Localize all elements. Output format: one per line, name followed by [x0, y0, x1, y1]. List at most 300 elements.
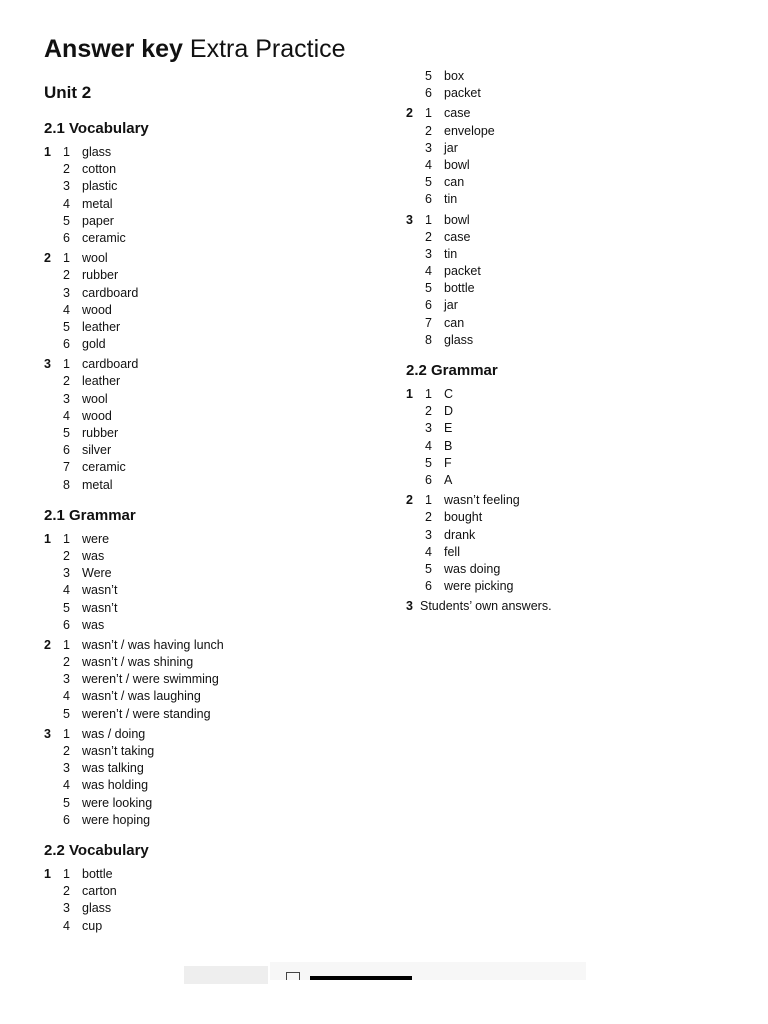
item-index: 6	[63, 230, 70, 245]
answer-text: glass	[444, 332, 474, 347]
answer-row	[44, 178, 374, 195]
exercise-number	[406, 332, 420, 349]
answer-row	[406, 438, 736, 455]
answer-row	[44, 654, 374, 671]
item-index: 3	[425, 140, 432, 155]
answer-row	[406, 212, 736, 229]
answer-text: were picking	[444, 579, 514, 594]
answer-row	[44, 531, 374, 548]
item-index: 3	[63, 285, 70, 300]
item-index: 7	[63, 460, 70, 475]
exercise-number	[44, 161, 58, 178]
exercise-number	[406, 578, 420, 595]
exercise-block	[406, 68, 736, 102]
answer-row	[406, 229, 736, 246]
answer-row	[44, 548, 374, 565]
exercise-number: 3	[44, 726, 51, 741]
answer-text: metal	[82, 477, 113, 492]
answer-text: rubber	[82, 268, 119, 283]
answer-text: was	[82, 548, 105, 563]
item-index: 5	[63, 319, 70, 334]
answer-text: was / doing	[82, 726, 146, 741]
answer-row	[406, 105, 736, 122]
answer-text: glass	[82, 901, 112, 916]
answer-text: wasn’t taking	[82, 744, 155, 758]
answer-text: can	[444, 315, 465, 330]
item-index: 5	[63, 426, 70, 440]
exercise-number	[44, 373, 58, 390]
answer-text: drank	[444, 527, 476, 542]
item-index: 8	[425, 332, 432, 347]
answer-text: F	[444, 455, 452, 470]
item-index: 2	[63, 655, 70, 670]
item-index: 6	[425, 579, 432, 594]
answer-row	[44, 795, 374, 812]
answer-row	[44, 213, 374, 230]
item-index: 3	[63, 391, 70, 406]
item-index: 5	[63, 213, 70, 228]
item-index: 5	[63, 795, 70, 810]
exercise-block	[406, 105, 736, 208]
item-index: 6	[425, 472, 432, 487]
answer-row	[44, 477, 374, 494]
answer-text: wasn’t / was laughing	[82, 689, 201, 704]
title-bold: Answer key	[44, 35, 183, 63]
exercise-number: 1	[44, 531, 51, 546]
item-index: 4	[63, 408, 70, 423]
item-index: 2	[425, 510, 432, 525]
exercise-number	[406, 280, 420, 297]
exercise-number	[44, 442, 58, 459]
item-index: 1	[425, 493, 432, 508]
exercise-number	[44, 582, 58, 599]
answer-row	[406, 386, 736, 403]
exercise-number	[44, 408, 58, 425]
exercise-number: 1	[406, 387, 413, 401]
item-index: 2	[425, 404, 432, 419]
answer-text: ceramic	[82, 230, 126, 245]
answer-row	[44, 302, 374, 319]
answer-row	[44, 373, 374, 390]
item-index: 7	[425, 315, 432, 330]
exercise-number	[44, 812, 58, 829]
answer-row	[44, 743, 374, 760]
exercise-number	[44, 688, 58, 705]
answer-text: jar	[444, 140, 458, 155]
item-index: 2	[63, 884, 70, 899]
answer-text: bowl	[444, 212, 470, 227]
item-index: 6	[425, 192, 432, 207]
exercise-block	[406, 598, 736, 615]
item-index: 2	[63, 268, 70, 283]
answer-row	[44, 688, 374, 705]
answer-row	[406, 191, 736, 208]
exercise-number	[406, 561, 420, 578]
item-index: 3	[63, 566, 70, 581]
exercise-block	[44, 356, 374, 494]
item-index: 5	[63, 706, 70, 721]
exercise-number	[44, 285, 58, 302]
item-index: 3	[63, 179, 70, 194]
answer-text: cotton	[82, 162, 117, 177]
exercise-number	[406, 191, 420, 208]
answer-text: was holding	[82, 778, 149, 793]
answer-text: plastic	[82, 179, 118, 194]
item-index: 4	[63, 918, 70, 933]
exercise-number	[44, 302, 58, 319]
item-index: 5	[425, 69, 432, 83]
title-rest: Extra Practice	[189, 35, 346, 63]
answer-text: wool	[82, 251, 108, 266]
answer-row	[44, 408, 374, 425]
exercise-number	[44, 777, 58, 794]
answer-row	[44, 144, 374, 161]
answer-text: bottle	[82, 866, 113, 881]
answer-row	[44, 918, 374, 935]
exercise-number	[44, 196, 58, 213]
exercise-number: 3	[406, 599, 413, 614]
answer-text: cardboard	[82, 285, 139, 300]
exercise-number	[44, 654, 58, 671]
exercise-number	[44, 795, 58, 812]
exercise-block	[44, 144, 374, 247]
exercise-number	[44, 213, 58, 230]
answer-text: case	[444, 229, 471, 244]
item-index: 3	[63, 901, 70, 916]
answer-row	[44, 671, 374, 688]
answer-row	[406, 403, 736, 420]
item-index: 1	[63, 251, 70, 266]
answer-text: metal	[82, 196, 113, 211]
exercise-number: 1	[44, 145, 51, 159]
answer-row	[406, 263, 736, 280]
item-index: 6	[425, 298, 432, 313]
exercise-number	[44, 883, 58, 900]
section-heading: 2.1 Vocabulary	[44, 120, 149, 137]
exercise-number	[44, 230, 58, 247]
answer-text: wasn’t / was having lunch	[82, 637, 224, 652]
item-index: 1	[425, 212, 432, 227]
footer-icon	[286, 972, 300, 980]
answer-text: packet	[444, 264, 481, 279]
answer-row	[44, 336, 374, 353]
exercise-block	[406, 212, 736, 350]
section-heading: 2.2 Grammar	[406, 362, 498, 379]
answer-row	[44, 356, 374, 373]
answer-row	[44, 900, 374, 917]
item-index: 1	[425, 106, 432, 121]
item-index: 1	[63, 145, 70, 159]
exercise-block	[406, 492, 736, 595]
answer-text: carton	[82, 884, 117, 899]
answer-row	[44, 250, 374, 267]
answer-row	[406, 527, 736, 544]
item-index: 1	[425, 387, 432, 401]
item-index: 1	[63, 357, 70, 372]
answer-row	[44, 319, 374, 336]
answer-row	[44, 230, 374, 247]
section-heading: 2.1 Grammar	[44, 506, 136, 524]
item-index: 2	[63, 374, 70, 389]
answer-text: C	[444, 387, 454, 401]
exercise-number	[44, 425, 58, 442]
exercise-block	[406, 386, 736, 489]
exercise-number	[44, 267, 58, 284]
item-index: 5	[425, 281, 432, 296]
answer-row	[44, 459, 374, 476]
exercise-number	[44, 336, 58, 353]
exercise-number	[44, 391, 58, 408]
item-index: 4	[425, 264, 432, 279]
item-index: 4	[425, 438, 432, 453]
answer-text: wasn’t	[82, 583, 118, 598]
exercise-number	[406, 472, 420, 489]
exercise-number	[406, 297, 420, 314]
exercise-number	[406, 509, 420, 526]
item-index: 2	[425, 229, 432, 244]
answer-row	[406, 157, 736, 174]
answer-row	[406, 598, 736, 615]
answer-text: can	[444, 175, 465, 190]
answer-text: jar	[444, 298, 458, 313]
exercise-number	[406, 263, 420, 280]
exercise-block	[44, 531, 374, 634]
item-index: 4	[63, 302, 70, 317]
left-column	[44, 80, 374, 938]
answer-text: wasn’t feeling	[444, 493, 520, 508]
answer-text: weren’t / were standing	[82, 706, 211, 721]
exercise-number	[406, 68, 420, 85]
item-index: 2	[63, 548, 70, 563]
answer-text: glass	[82, 145, 112, 159]
exercise-number	[44, 459, 58, 476]
answer-text: wool	[82, 391, 108, 406]
answer-row	[406, 280, 736, 297]
item-index: 1	[63, 726, 70, 741]
exercise-number	[44, 900, 58, 917]
answer-text: weren’t / were swimming	[82, 672, 219, 687]
item-index: 4	[63, 196, 70, 211]
answer-row	[44, 637, 374, 654]
answer-row	[406, 509, 736, 526]
exercise-number	[44, 760, 58, 777]
answer-row	[406, 561, 736, 578]
exercise-number	[44, 548, 58, 565]
item-index: 5	[63, 600, 70, 615]
answer-row	[406, 492, 736, 509]
answer-text: paper	[82, 213, 114, 228]
answer-text: cup	[82, 918, 103, 933]
answer-row	[406, 455, 736, 472]
exercise-block	[44, 866, 374, 935]
answer-row	[44, 812, 374, 829]
answer-row	[44, 161, 374, 178]
answer-row	[406, 123, 736, 140]
exercise-number: 3	[406, 212, 413, 227]
item-index: 3	[425, 246, 432, 261]
section-heading: 2.2 Vocabulary	[44, 841, 149, 859]
answer-row	[44, 267, 374, 284]
answer-row	[44, 600, 374, 617]
item-index: 2	[63, 162, 70, 177]
exercise-number	[44, 671, 58, 688]
item-index: 1	[63, 531, 70, 546]
exercise-number	[406, 123, 420, 140]
footer-line	[310, 976, 412, 980]
exercise-block	[44, 250, 374, 353]
answer-text: E	[444, 421, 453, 436]
item-index: 3	[425, 527, 432, 542]
answer-text: tin	[444, 246, 458, 261]
right-column	[406, 68, 736, 618]
exercise-block	[44, 637, 374, 723]
answer-text: were looking	[82, 795, 153, 810]
answer-row	[44, 866, 374, 883]
answer-text: wasn’t / was shining	[82, 655, 194, 670]
exercise-block	[44, 726, 374, 829]
answer-text: ceramic	[82, 460, 126, 475]
exercise-number	[44, 706, 58, 723]
item-index: 1	[63, 866, 70, 881]
exercise-number	[406, 174, 420, 191]
exercise-number	[406, 420, 420, 437]
item-index: 2	[425, 123, 432, 138]
answer-text: leather	[82, 319, 121, 334]
item-index: 4	[63, 583, 70, 598]
item-index: 5	[425, 175, 432, 190]
answer-row	[406, 140, 736, 157]
answer-text: envelope	[444, 123, 495, 138]
answer-text: fell	[444, 544, 460, 559]
answer-row	[406, 246, 736, 263]
answer-text: bowl	[444, 157, 470, 172]
answer-text: silver	[82, 443, 112, 458]
answer-row	[44, 442, 374, 459]
answer-row	[406, 332, 736, 349]
answer-row	[44, 777, 374, 794]
answer-row	[44, 285, 374, 302]
exercise-number: 2	[44, 251, 51, 266]
answer-text: case	[444, 106, 471, 121]
exercise-number	[406, 544, 420, 561]
item-index: 5	[425, 561, 432, 576]
exercise-number: 2	[406, 106, 413, 121]
item-index: 4	[63, 778, 70, 793]
answer-text: was doing	[444, 561, 501, 576]
item-index: 6	[63, 337, 70, 352]
item-index: 6	[63, 812, 70, 827]
answer-text: were	[82, 531, 110, 546]
answer-row	[44, 617, 374, 634]
exercise-number	[44, 743, 58, 760]
exercise-number: 3	[44, 357, 51, 372]
item-index: 4	[63, 689, 70, 704]
answer-row	[44, 726, 374, 743]
answer-text: box	[444, 69, 465, 83]
answer-row	[406, 420, 736, 437]
exercise-number	[406, 157, 420, 174]
answer-row	[44, 391, 374, 408]
answer-row	[406, 85, 736, 102]
exercise-number	[406, 438, 420, 455]
answer-text: Students’ own answers.	[420, 599, 552, 614]
answer-row	[44, 425, 374, 442]
exercise-number	[44, 600, 58, 617]
exercise-number	[406, 527, 420, 544]
item-index: 3	[63, 761, 70, 776]
answer-text: D	[444, 404, 454, 419]
answer-row	[44, 883, 374, 900]
answer-row	[44, 582, 374, 599]
answer-row	[406, 68, 736, 85]
answer-text: packet	[444, 86, 481, 101]
exercise-number	[44, 918, 58, 935]
answer-text: B	[444, 438, 453, 453]
item-index: 8	[63, 477, 70, 492]
exercise-number	[406, 85, 420, 102]
answer-row	[406, 578, 736, 595]
item-index: 5	[425, 455, 432, 470]
item-index: 4	[425, 157, 432, 172]
answer-text: leather	[82, 374, 121, 389]
exercise-number	[44, 565, 58, 582]
exercise-number	[44, 319, 58, 336]
answer-text: wood	[82, 408, 112, 423]
answer-row	[44, 196, 374, 213]
exercise-number	[406, 315, 420, 332]
answer-text: rubber	[82, 426, 119, 440]
answer-text: cardboard	[82, 357, 139, 372]
exercise-number: 2	[44, 637, 51, 652]
answer-row	[44, 565, 374, 582]
exercise-number	[406, 140, 420, 157]
item-index: 6	[63, 443, 70, 458]
item-index: 1	[63, 637, 70, 652]
answer-row	[44, 706, 374, 723]
answer-row	[406, 315, 736, 332]
answer-row	[406, 544, 736, 561]
page-title	[44, 34, 346, 64]
exercise-number	[406, 403, 420, 420]
answer-text: A	[444, 472, 453, 487]
item-index: 6	[63, 617, 70, 632]
unit-heading: Unit 2	[44, 83, 92, 102]
exercise-number	[406, 229, 420, 246]
answer-row	[44, 760, 374, 777]
item-index: 4	[425, 544, 432, 559]
answer-text: wood	[82, 302, 112, 317]
answer-row	[406, 472, 736, 489]
answer-text: wasn’t	[82, 600, 118, 615]
answer-text: bought	[444, 510, 483, 525]
answer-text: was talking	[82, 761, 144, 776]
answer-text: tin	[444, 192, 458, 207]
answer-text: gold	[82, 337, 106, 352]
item-index: 6	[425, 86, 432, 101]
exercise-number	[406, 455, 420, 472]
exercise-number	[44, 178, 58, 195]
exercise-number	[44, 617, 58, 634]
answer-text: Were	[82, 566, 112, 581]
answer-text: were hoping	[82, 812, 151, 827]
exercise-number: 2	[406, 493, 413, 508]
exercise-number	[44, 477, 58, 494]
exercise-number	[406, 246, 420, 263]
answer-text: was	[82, 617, 105, 632]
item-index: 3	[425, 421, 432, 436]
answer-row	[406, 297, 736, 314]
exercise-number: 1	[44, 866, 51, 881]
